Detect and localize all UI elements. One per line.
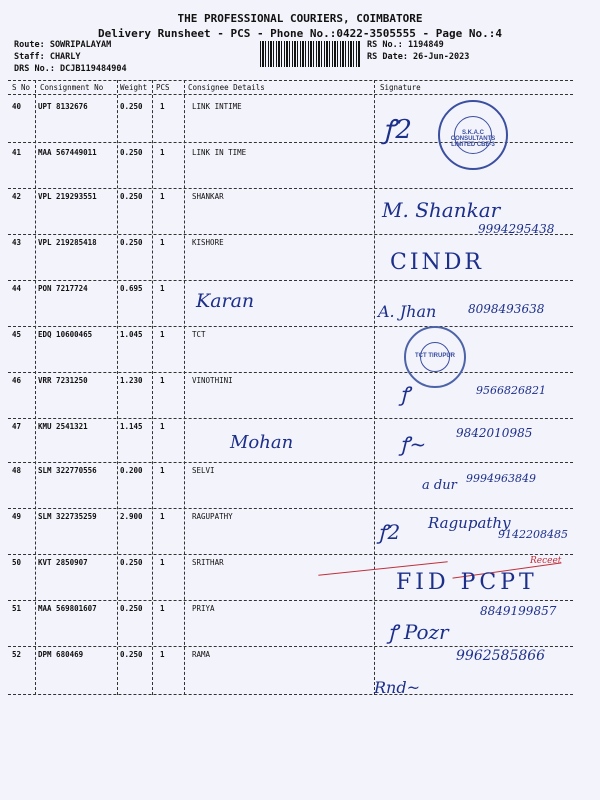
row-separator [8,508,573,509]
row-sno: 45 [12,330,22,339]
red-note-50: Receet [530,556,562,566]
signature-phone-51: 8849199857 [480,604,557,618]
column-divider [184,80,185,695]
rs-date: RS Date: 26-Jun-2023 [367,52,470,62]
row-sno: 48 [12,466,22,475]
col-consignee: Consignee Details [188,83,265,92]
col-signature: Signature [380,83,421,92]
row-pcs: 1 [160,330,165,339]
row-pcs: 1 [160,376,165,385]
header-top-rule [8,80,573,81]
rs-number: RS No.: 1194849 [367,40,444,50]
row-sno: 51 [12,604,22,613]
signature-name-49: Ragupathy [428,514,511,532]
row-sno: 49 [12,512,22,521]
col-weight: Weight [120,83,148,92]
row-weight: 0.250 [120,238,143,247]
row-separator [8,646,573,647]
signature-row-52: Rnd~ [374,678,420,697]
signature-phone-42: 9994295438 [478,222,555,236]
row-consignment-no: EDQ 10600465 [38,330,93,339]
barcode [260,41,360,67]
row-consignee: SRITHAR [192,558,224,567]
row-weight: 0.200 [120,466,143,475]
row-weight: 0.250 [120,192,143,201]
row-sno: 44 [12,284,22,293]
row-separator [8,694,573,695]
signature-phone-49: 9142208485 [498,528,568,541]
signature-row-46: ꝭ [400,382,410,406]
row-sno: 40 [12,102,22,111]
company-title: THE PROFESSIONAL COURIERS, COIMBATORE [177,12,423,25]
row-consignment-no: MAA 569801607 [38,604,97,613]
signature-phone-47: 9842010985 [456,426,533,440]
row-consignee: VINOTHINI [192,376,233,385]
signature-row-40: ꝭ2 [383,115,412,145]
signature-row-47: ꝭ~ [400,432,427,456]
row-sno: 46 [12,376,22,385]
row-weight: 0.695 [120,284,143,293]
row-separator [8,372,573,373]
row-weight: 0.250 [120,148,143,157]
row-consignee: LINK IN TIME [192,148,247,157]
row-consignment-no: DPM 680469 [38,650,84,659]
drs-number: DRS No.: DCJB119484904 [14,64,127,74]
row-weight: 1.045 [120,330,143,339]
column-divider [152,80,153,695]
row-consignment-no: UPT 8132676 [38,102,88,111]
stamp-text: S.K.A.C CONSULTANTS LIMITED CBE-3 [450,130,496,148]
row-weight: 0.250 [120,650,143,659]
signature-name-44: A. Jhan [378,302,437,321]
row-consignee: KISHORE [192,238,224,247]
row-pcs: 1 [160,238,165,247]
staff-label: Staff: CHARLY [14,52,81,62]
signature-row-51: ꝭ Pozr [388,620,449,644]
column-divider [35,80,36,695]
row-weight: 2.900 [120,512,143,521]
row-pcs: 1 [160,604,165,613]
row-consignment-no: VRR 7231250 [38,376,88,385]
row-consignment-no: VPL 219285418 [38,238,97,247]
runsheet-subtitle: Delivery Runsheet - PCS - Phone No.:0422-3505555 - Page No.:4 [98,27,502,40]
row-pcs: 1 [160,512,165,521]
row-consignee: LINK INTIME [192,102,242,111]
row-separator [8,462,573,463]
row-pcs: 1 [160,192,165,201]
signature-phone-46: 9566826821 [476,384,546,397]
row-consignment-no: KVT 2850907 [38,558,88,567]
row-consignment-no: MAA 567449011 [38,148,97,157]
row-consignee: SELVI [192,466,215,475]
row-sno: 50 [12,558,22,567]
row-consignment-no: VPL 219293551 [38,192,97,201]
row-separator [8,188,573,189]
row-consignee: RAGUPATHY [192,512,233,521]
row-sno: 52 [12,650,22,659]
row-separator [8,280,573,281]
row-weight: 1.145 [120,422,143,431]
row-pcs: 1 [160,148,165,157]
col-sno: S No [12,83,31,92]
row-weight: 0.250 [120,604,143,613]
row-separator [8,554,573,555]
company-stamp-45 [404,326,466,388]
signature-name-42: M. Shankar [382,198,501,222]
col-pcs: PCS [156,83,170,92]
row-pcs: 1 [160,102,165,111]
handwritten-consignee-47: Mohan [230,432,294,453]
row-consignment-no: KMU 2541321 [38,422,88,431]
row-consignment-no: SLM 322770556 [38,466,97,475]
row-separator [8,600,573,601]
row-separator [8,418,573,419]
signature-phone-48: 9994963849 [466,472,536,485]
route-label: Route: SOWRIPALAYAM [14,40,112,50]
column-divider [117,80,118,695]
row-pcs: 1 [160,650,165,659]
row-consignment-no: PON 7217724 [38,284,88,293]
row-weight: 0.250 [120,102,143,111]
row-weight: 0.250 [120,558,143,567]
row-consignee: SHANKAR [192,192,224,201]
row-sno: 41 [12,148,22,157]
stamp-text: TCT TIRUPUR [415,353,455,359]
row-sno: 43 [12,238,22,247]
handwritten-consignee-44: Karan [196,290,255,312]
signature-mark-49: ꝭ2 [378,520,401,544]
row-consignee: PRIYA [192,604,215,613]
row-consignee: TCT [192,330,206,339]
row-sno: 47 [12,422,22,431]
row-weight: 1.230 [120,376,143,385]
signature-phone-44: 8098493638 [468,302,545,316]
signature-phone-52: 9962585866 [456,648,546,664]
row-sno: 42 [12,192,22,201]
column-divider [374,80,375,695]
row-pcs: 1 [160,466,165,475]
col-consignment: Consignment No [40,83,104,92]
signature-row-50: FID PCPT [396,570,538,595]
row-pcs: 1 [160,284,165,293]
row-pcs: 1 [160,422,165,431]
signature-row-48: a dur [422,478,457,493]
header-bottom-rule [8,94,573,95]
row-consignee: RAMA [192,650,211,659]
company-stamp-40 [438,100,508,170]
row-separator [8,326,573,327]
row-pcs: 1 [160,558,165,567]
signature-row-43: CINDR [390,250,484,275]
row-consignment-no: SLM 322735259 [38,512,97,521]
